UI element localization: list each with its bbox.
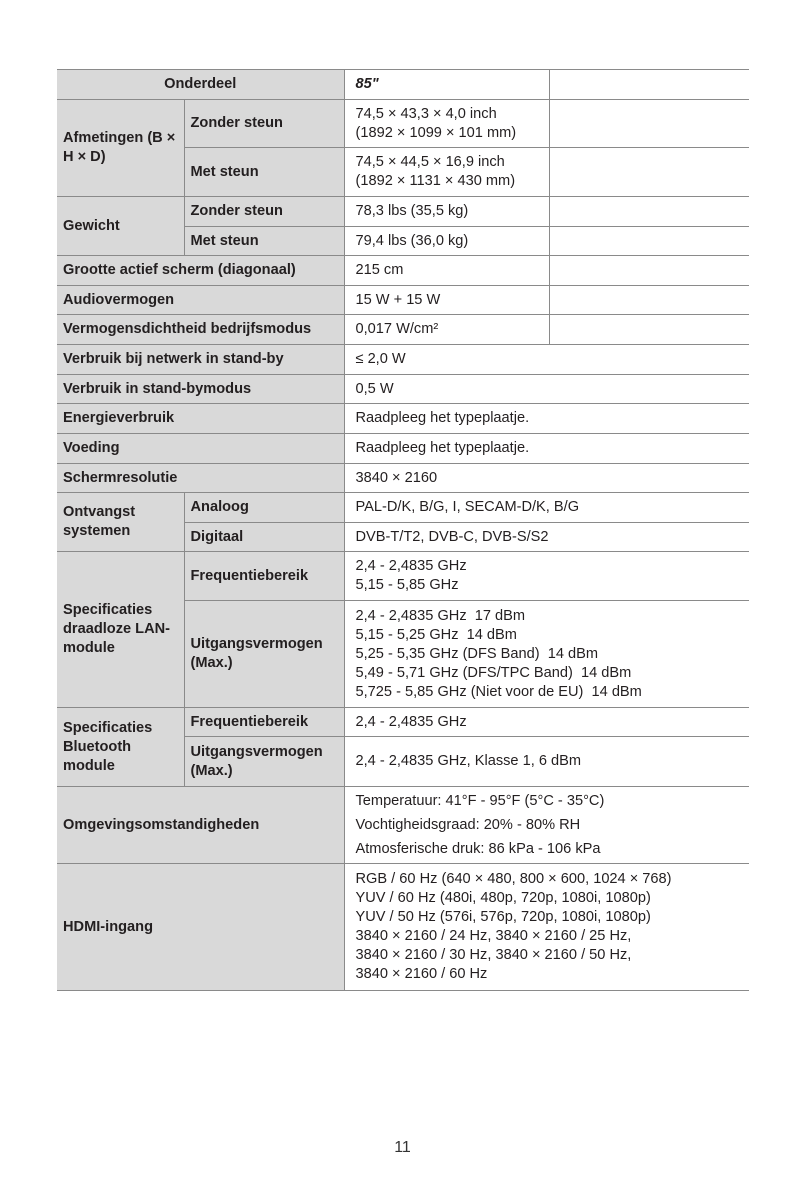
reception-label: Ontvangst systemen — [57, 493, 184, 552]
dimensions-without-stand-label: Zonder steun — [184, 100, 344, 148]
wlan-freq-value — [344, 552, 749, 601]
weight-without-stand-label: Zonder steun — [184, 197, 344, 227]
line: Temperatuur: 41°F - 95°F (5°C - 35°C) — [355, 793, 605, 809]
line: 5,49 - 5,71 GHz (DFS/TPC Band) 14 dBm — [355, 664, 632, 681]
bluetooth-label: Specificaties Bluetooth module — [57, 708, 184, 787]
line: 2,4 - 2,4835 GHz 17 dBm — [355, 607, 526, 624]
empty-cell — [549, 286, 749, 315]
header-model: 85" — [344, 70, 549, 100]
bt-freq-label: Frequentiebereik — [184, 708, 344, 737]
row-label: Schermresolutie — [57, 464, 344, 493]
digital-value: DVB-T/T2, DVB-C, DVB-S/S2 — [344, 523, 749, 552]
environment-value — [344, 787, 749, 864]
line: 74,5 × 44,5 × 16,9 inch — [355, 154, 505, 170]
line: 5,25 - 5,35 GHz (DFS Band) 14 dBm — [355, 645, 599, 662]
line: 5,15 - 5,25 GHz 14 dBm — [355, 626, 517, 643]
line: 3840 × 2160 / 24 Hz, 3840 × 2160 / 25 Hz, — [355, 928, 632, 944]
row-value: 15 W + 15 W — [344, 286, 549, 315]
empty-cell — [549, 315, 749, 345]
wlan-label: Specificaties draadloze LAN-module — [57, 552, 184, 708]
wlan-freq-label: Frequentiebereik — [184, 552, 344, 601]
dimensions-with-stand-value — [344, 148, 549, 197]
line: YUV / 50 Hz (576i, 576p, 720p, 1080i, 1080p) — [355, 909, 651, 925]
empty-cell — [549, 148, 749, 197]
digital-label: Digitaal — [184, 523, 344, 552]
row-label: Verbruik in stand-bymodus — [57, 375, 344, 404]
row-label: Vermogensdichtheid bedrijfsmodus — [57, 315, 344, 345]
row-value: 0,5 W — [344, 375, 749, 404]
empty-cell — [549, 256, 749, 286]
line: 5,15 - 5,85 GHz — [355, 577, 459, 593]
row-label: Audiovermogen — [57, 286, 344, 315]
dimensions-with-stand-label: Met steun — [184, 148, 344, 197]
row-label: Verbruik bij netwerk in stand-by — [57, 345, 344, 375]
line: Vochtigheidsgraad: 20% - 80% RH — [355, 817, 581, 833]
weight-label: Gewicht — [57, 197, 184, 256]
line: (1892 × 1131 × 430 mm) — [355, 173, 516, 189]
row-label: Grootte actief scherm (diagonaal) — [57, 256, 344, 286]
row-label: Voeding — [57, 434, 344, 464]
line: 74,5 × 43,3 × 4,0 inch — [355, 105, 497, 122]
analog-label: Analoog — [184, 493, 344, 523]
row-value: Raadpleeg het typeplaatje. — [344, 404, 749, 434]
hdmi-value — [344, 864, 749, 991]
line: YUV / 60 Hz (480i, 480p, 720p, 1080i, 1080p) — [355, 890, 651, 906]
line: 2,4 - 2,4835 GHz — [355, 558, 467, 574]
hdmi-label: HDMI-ingang — [57, 864, 344, 991]
line: RGB / 60 Hz (640 × 480, 800 × 600, 1024 × 768) — [355, 871, 672, 887]
line: Atmosferische druk: 86 kPa - 106 kPa — [355, 841, 601, 857]
wlan-power-label: Uitgangsvermogen (Max.) — [184, 601, 344, 708]
bt-power-label: Uitgangsvermogen (Max.) — [184, 737, 344, 787]
weight-with-stand-label: Met steun — [184, 227, 344, 256]
weight-without-stand-value: 78,3 lbs (35,5 kg) — [344, 197, 549, 227]
row-value: ≤ 2,0 W — [344, 345, 749, 375]
row-value: Raadpleeg het typeplaatje. — [344, 434, 749, 464]
spec-table — [57, 69, 749, 991]
row-value: 3840 × 2160 — [344, 464, 749, 493]
bt-power-value: 2,4 - 2,4835 GHz, Klasse 1, 6 dBm — [344, 737, 749, 787]
empty-cell — [549, 197, 749, 227]
line: 5,725 - 5,85 GHz (Niet voor de EU) 14 dBm — [355, 683, 642, 700]
empty-cell — [549, 100, 749, 148]
environment-label: Omgevingsomstandigheden — [57, 787, 344, 864]
line: 3840 × 2160 / 30 Hz, 3840 × 2160 / 50 Hz, — [355, 947, 632, 963]
empty-cell — [549, 227, 749, 256]
row-label: Energieverbruik — [57, 404, 344, 434]
wlan-power-value — [344, 601, 749, 708]
weight-with-stand-value: 79,4 lbs (36,0 kg) — [344, 227, 549, 256]
page-number: 11 — [394, 1139, 411, 1156]
line: 3840 × 2160 / 60 Hz — [355, 966, 488, 982]
dimensions-label: Afmetingen (B × H × D) — [57, 100, 184, 197]
empty-cell — [549, 70, 749, 100]
bt-freq-value: 2,4 - 2,4835 GHz — [344, 708, 749, 737]
header-label: Onderdeel — [57, 70, 344, 100]
row-value: 215 cm — [344, 256, 549, 286]
line: (1892 × 1099 × 101 mm) — [355, 124, 517, 141]
analog-value: PAL-D/K, B/G, I, SECAM-D/K, B/G — [344, 493, 749, 523]
row-value: 0,017 W/cm² — [344, 315, 549, 345]
dimensions-without-stand-value — [344, 100, 549, 148]
